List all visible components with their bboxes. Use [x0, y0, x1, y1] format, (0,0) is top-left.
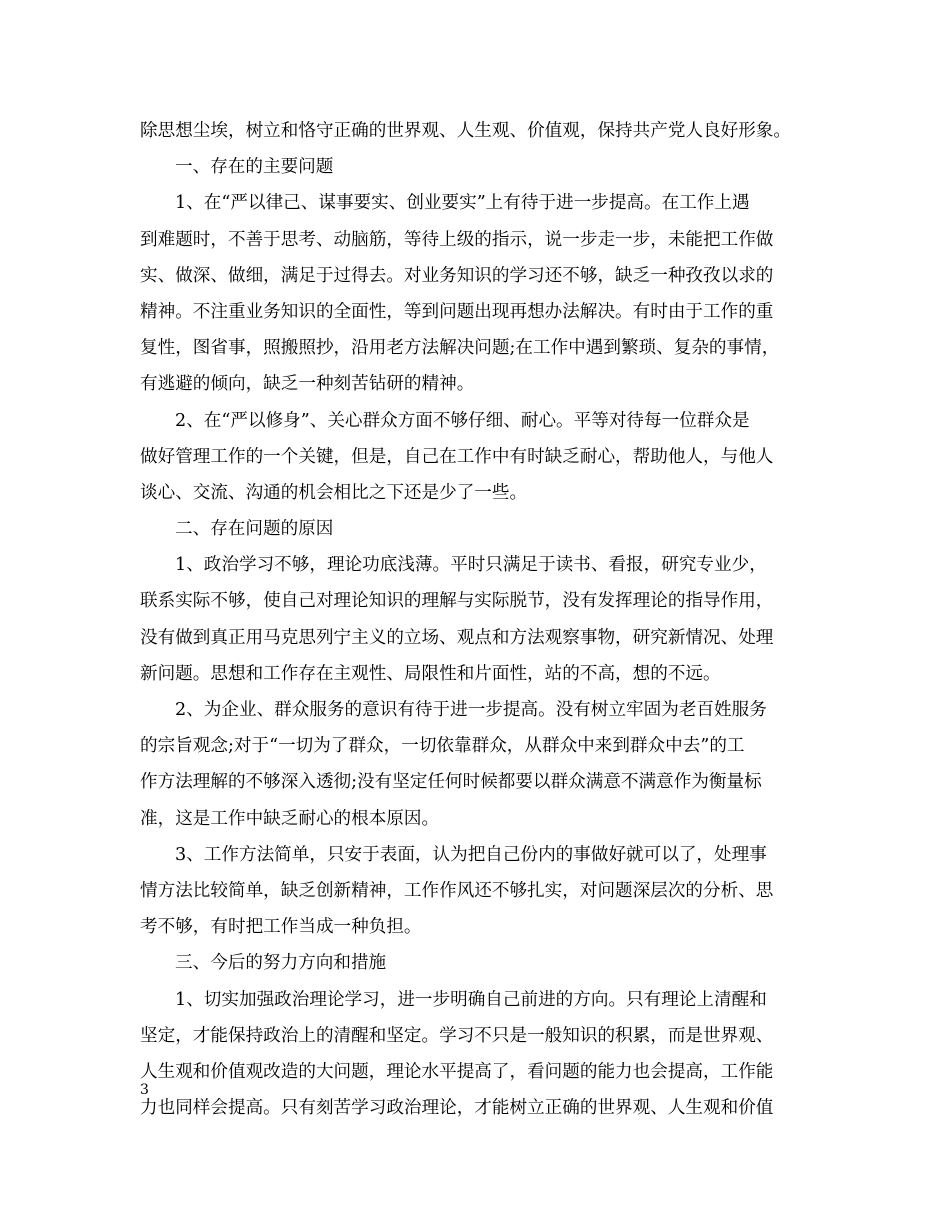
text-line: 情方法比较简单，缺乏创新精神，工作作风还不够扎实，对问题深层次的分析、思: [140, 880, 774, 901]
page-number: 3: [140, 1082, 149, 1098]
section-heading: 三、今后的努力方向和措施: [175, 953, 387, 974]
text-line: 的宗旨观念;对于“一切为了群众，一切依靠群众，从群众中来到群众中去”的工: [140, 736, 745, 757]
text-line: 考不够，有时把工作当成一种负担。: [140, 917, 422, 938]
text-line: 联系实际不够，使自己对理论知识的理解与实际脱节，没有发挥理论的指导作用，: [140, 591, 774, 612]
text-line: 做好管理工作的一个关键，但是，自己在工作中有时缺乏耐心，帮助他人，与他人: [140, 446, 774, 467]
section-heading: 二、存在问题的原因: [175, 519, 334, 540]
text-line: 到难题时，不善于思考、动脑筋，等待上级的指示，说一步走一步，未能把工作做: [140, 229, 774, 250]
paragraph-first-line: 1、在“严以律己、谋事要实、创业要实”上有待于进一步提高。在工作上遇: [175, 193, 750, 214]
document-body: [140, 113, 816, 1126]
text-line: 实、做深、做细，满足于过得去。对业务知识的学习还不够，缺乏一种孜孜以求的: [140, 265, 774, 286]
text-line: 没有做到真正用马克思列宁主义的立场、观点和方法观察事物，研究新情况、处理: [140, 627, 774, 648]
paragraph-first-line: 3、工作方法简单，只安于表面，认为把自己份内的事做好就可以了，处理事: [175, 844, 767, 865]
text-line: 有逃避的倾向，缺乏一种刻苦钻研的精神。: [140, 374, 475, 395]
text-line: 复性，图省事，照搬照抄，沿用老方法解决问题;在工作中遇到繁琐、复杂的事情，: [140, 338, 780, 359]
text-line: 坚定，才能保持政治上的清醒和坚定。学习不只是一般知识的积累，而是世界观、: [140, 1025, 774, 1046]
paragraph-first-line: 1、切实加强政治理论学习，进一步明确自己前进的方向。只有理论上清醒和: [175, 989, 767, 1010]
paragraph-first-line: 2、在“严以修身”、关心群众方面不够仔细、耐心。平等对待每一位群众是: [175, 410, 750, 431]
section-heading: 一、存在的主要问题: [175, 157, 334, 178]
text-line: 精神。不注重业务知识的全面性，等到问题出现再想办法解决。有时由于工作的重: [140, 301, 774, 322]
text-line: 力也同样会提高。只有刻苦学习政治理论，才能树立正确的世界观、人生观和价值: [140, 1098, 774, 1119]
text-line: 作方法理解的不够深入透彻;没有坚定任何时候都要以群众满意不满意作为衡量标: [140, 772, 762, 793]
text-line: 新问题。思想和工作存在主观性、局限性和片面性，站的不高，想的不远。: [140, 663, 721, 684]
text-line: 准，这是工作中缺乏耐心的根本原因。: [140, 808, 440, 829]
paragraph-first-line: 1、政治学习不够，理论功底浅薄。平时只满足于读书、看报，研究专业少，: [175, 555, 767, 576]
text-line: 人生观和价值观改造的大问题，理论水平提高了，看问题的能力也会提高，工作能: [140, 1061, 774, 1082]
text-line: 谈心、交流、沟通的机会相比之下还是少了一些。: [140, 482, 528, 503]
text-line: 除思想尘埃，树立和恪守正确的世界观、人生观、价值观，保持共产党人良好形象。: [140, 121, 791, 141]
paragraph-first-line: 2、为企业、群众服务的意识有待于进一步提高。没有树立牢固为老百姓服务: [175, 700, 767, 720]
